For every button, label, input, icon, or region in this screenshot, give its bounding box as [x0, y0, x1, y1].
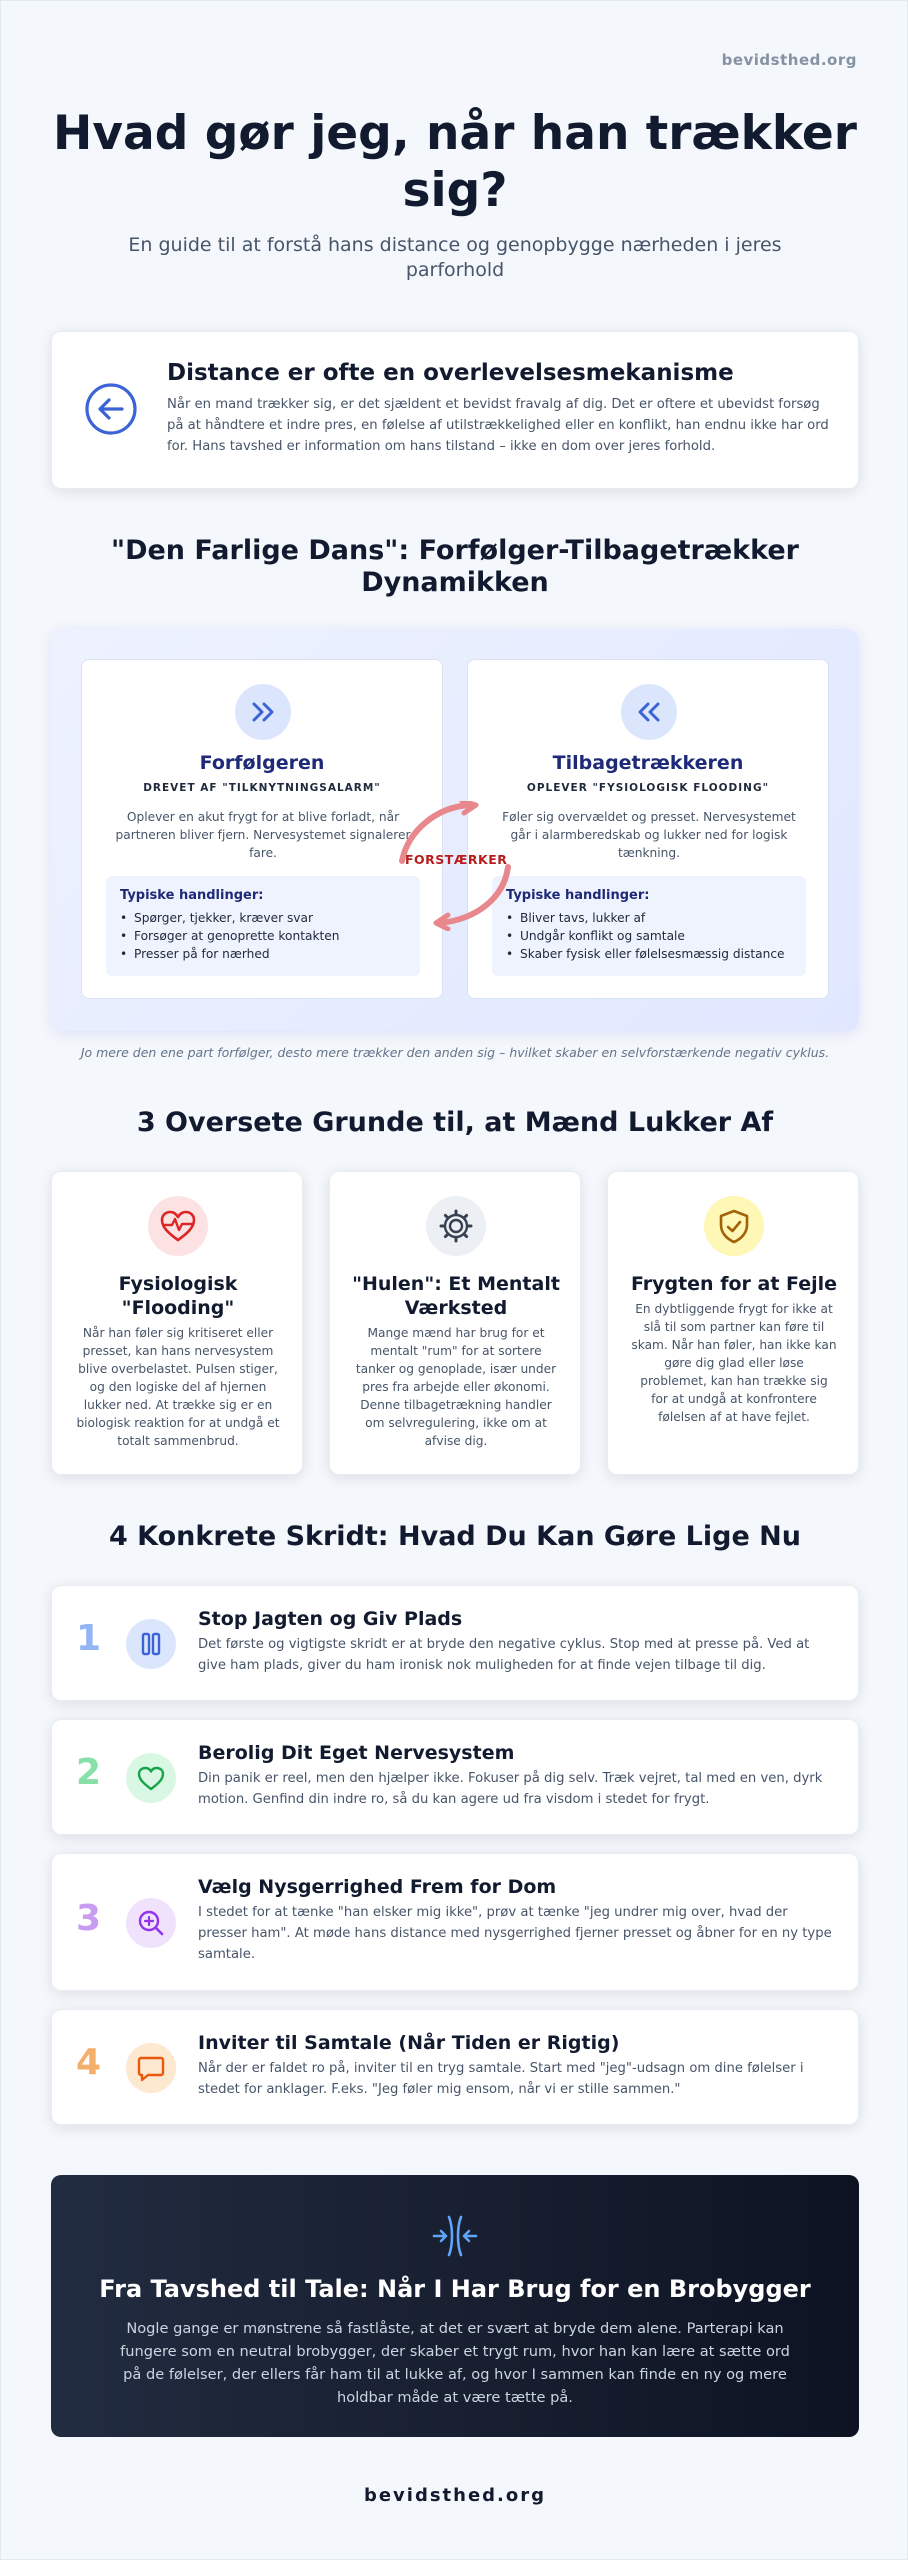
- page-subtitle: En guide til at forstå hans distance og genopbygge nærheden i jeres parforhold: [128, 234, 782, 281]
- step-number: 3: [76, 1898, 102, 1939]
- cta-panel: [51, 2175, 859, 2437]
- cta-title: Fra Tavshed til Tale: Når I Har Brug for en Brobygger: [99, 2275, 811, 2303]
- step-title: Inviter til Samtale (Når Tiden er Rigtig): [198, 2032, 620, 2054]
- step-card-3: [51, 1853, 859, 1991]
- list-item: • Bliver tavs, lukker af: [506, 909, 792, 927]
- pause-icon: [126, 1619, 176, 1669]
- pursuer-actions: [106, 876, 420, 976]
- brand-link-top[interactable]: bevidsthed.org: [721, 51, 857, 69]
- step-number: 4: [76, 2042, 102, 2083]
- withdrawer-card: [467, 659, 829, 999]
- step-number: 2: [76, 1752, 102, 1793]
- steps-section-title: 4 Konkrete Skridt: Hvad Du Kan Gøre Lige Nu: [108, 1521, 801, 1552]
- list-item: • Skaber fysisk eller følelsesmæssig distance: [506, 945, 792, 963]
- step-title: Vælg Nysgerrighed Frem for Dom: [198, 1876, 557, 1898]
- pursuer-actions-title: Typiske handlinger:: [120, 888, 264, 903]
- step-text: Din panik er reel, men den hjælper ikke. Fokuser på dig selv. Træk vejret, tal med en ven, dyrk motion. Genfind din indre ro, så du kan agere ud fra visdom i stedet for frygt.: [198, 1771, 823, 1807]
- reason-title: Frygten for at Fejle: [630, 1273, 838, 1295]
- chevrons-left-icon: [621, 684, 677, 740]
- step-card-4: [51, 2009, 859, 2125]
- withdrawer-tag: OPLEVER "FYSIOLOGISK FLOODING": [526, 782, 770, 794]
- page-title: Hvad gør jeg, når han trækker sig?: [53, 106, 857, 218]
- dance-section-title: "Den Farlige Dans": Forfølger-Tilbagetrækker Dynamikken: [111, 535, 799, 598]
- reason-text: Mange mænd har brug for et mentalt "rum" for at sortere tanker og genoplade, især under pres fra arbejde eller økonomi. Denne tilbagetrækning handler om selvregulering, ikke om at afvise dig.: [355, 1326, 557, 1448]
- cycle-label: FORSTÆRKER: [405, 852, 508, 867]
- cta-text: Nogle gange er mønstrene så fastlåste, at det er svært at bryde dem alene. Parterapi kan fungere som en neutral brobygger, der skaber et trygt rum, hvor han kan lære at sætte ord på de følelser, der ellers får ham til at lukke af, og hvor I sammen kan finde en ny og mere holdbar måde at være tætte på.: [120, 2320, 790, 2406]
- brand-link-bottom[interactable]: bevidsthed.org: [363, 2485, 547, 2506]
- list-item: • Forsøger at genoprette kontakten: [120, 927, 406, 945]
- pursuer-tag: DREVET AF "TILKNYTNINGSALARM": [143, 782, 381, 794]
- shield-check-icon: [704, 1196, 764, 1256]
- reason-text: Når han føler sig kritiseret eller presset, kan hans nervesystem blive overbelastet. Pulsen stiger, og den logiske del af hjernen lukker ned. At trække sig er en biologisk reaktion for at undgå et totalt sammenbrud.: [76, 1326, 280, 1448]
- intro-card: [51, 331, 859, 489]
- reasons-section-title: 3 Oversete Grunde til, at Mænd Lukker Af: [136, 1107, 774, 1138]
- zoom-in-icon: [126, 1898, 176, 1948]
- step-title: Berolig Dit Eget Nervesystem: [198, 1742, 515, 1764]
- reason-title: "Hulen": Et Mentalt Værksted: [352, 1273, 560, 1319]
- reason-card-fear: [607, 1171, 859, 1475]
- withdrawer-name: Tilbagetrækkeren: [552, 752, 744, 774]
- step-number: 1: [76, 1618, 102, 1659]
- gear-icon: [426, 1196, 486, 1256]
- intro-text: Når en mand trækker sig, er det sjældent et bevidst fravalg af dig. Det er oftere et ubevidst forsøg på at håndtere et indre pres, en følelse af utilstrækkelighed eller en konflikt, han endnu ikke har ord for. Hans tavshed er information om hans tilstand – ikke en dom over jeres forhold.: [167, 397, 829, 454]
- withdrawer-desc: Føler sig overvældet og presset. Nervesystemet går i alarmberedskab og lukker ned for logisk tænkning.: [502, 810, 796, 860]
- heart-pulse-icon: [148, 1196, 208, 1256]
- reason-card-flooding: [51, 1171, 303, 1475]
- heart-icon: [126, 1753, 176, 1803]
- list-item: • Undgår konflikt og samtale: [506, 927, 792, 945]
- pursuer-card: [81, 659, 443, 999]
- step-card-2: [51, 1719, 859, 1835]
- list-item: • Presser på for nærhed: [120, 945, 406, 963]
- step-card-1: [51, 1585, 859, 1701]
- pursuer-desc: Oplever en akut frygt for at blive forladt, når partneren bliver fjern. Nervesystemet signalerer fare.: [115, 810, 411, 860]
- arrow-left-circle-icon: [84, 382, 138, 436]
- reason-text: En dybtliggende frygt for ikke at slå til som partner kan føre til skam. Når han føler, han ikke kan gøre dig glad eller løse problemet, kan han trække sig for at undgå at konfrontere følelsen af at have fejlet.: [631, 1302, 837, 1424]
- reason-title: Fysiologisk "Flooding": [118, 1273, 238, 1319]
- intro-title: Distance er ofte en overlevelsesmekanisme: [167, 360, 734, 386]
- reason-card-cave: [329, 1171, 581, 1475]
- bridge-icon: [430, 2211, 480, 2261]
- step-title: Stop Jagten og Giv Plads: [198, 1608, 463, 1630]
- chat-bubble-icon: [126, 2043, 176, 2093]
- dance-caption: Jo mere den ene part forfølger, desto mere trækker den anden sig – hvilket skaber en selvforstærkende negativ cyklus.: [80, 1045, 830, 1060]
- step-text: Det første og vigtigste skridt er at bryde den negative cyklus. Stop med at presse på. Ved at give ham plads, giver du ham ironisk nok muligheden for at finde vejen tilbage til dig.: [198, 1637, 810, 1673]
- pursuer-name: Forfølgeren: [199, 752, 325, 774]
- withdrawer-actions-title: Typiske handlinger:: [506, 888, 650, 903]
- list-item: • Spørger, tjekker, kræver svar: [120, 909, 406, 927]
- step-text: Når der er faldet ro på, inviter til en tryg samtale. Start med "jeg"-udsagn om dine følelser i stedet for anklager. F.eks. "Jeg føler mig ensom, når vi er stille sammen.": [198, 2061, 804, 2097]
- chevrons-right-icon: [235, 684, 291, 740]
- step-text: I stedet for at tænke "han elsker mig ikke", prøv at tænke "jeg undrer mig over, hvad der presser ham". At møde hans distance med nysgerrighed fjerner presset og åbner for en ny type samtale.: [198, 1905, 832, 1962]
- withdrawer-actions: [492, 876, 806, 976]
